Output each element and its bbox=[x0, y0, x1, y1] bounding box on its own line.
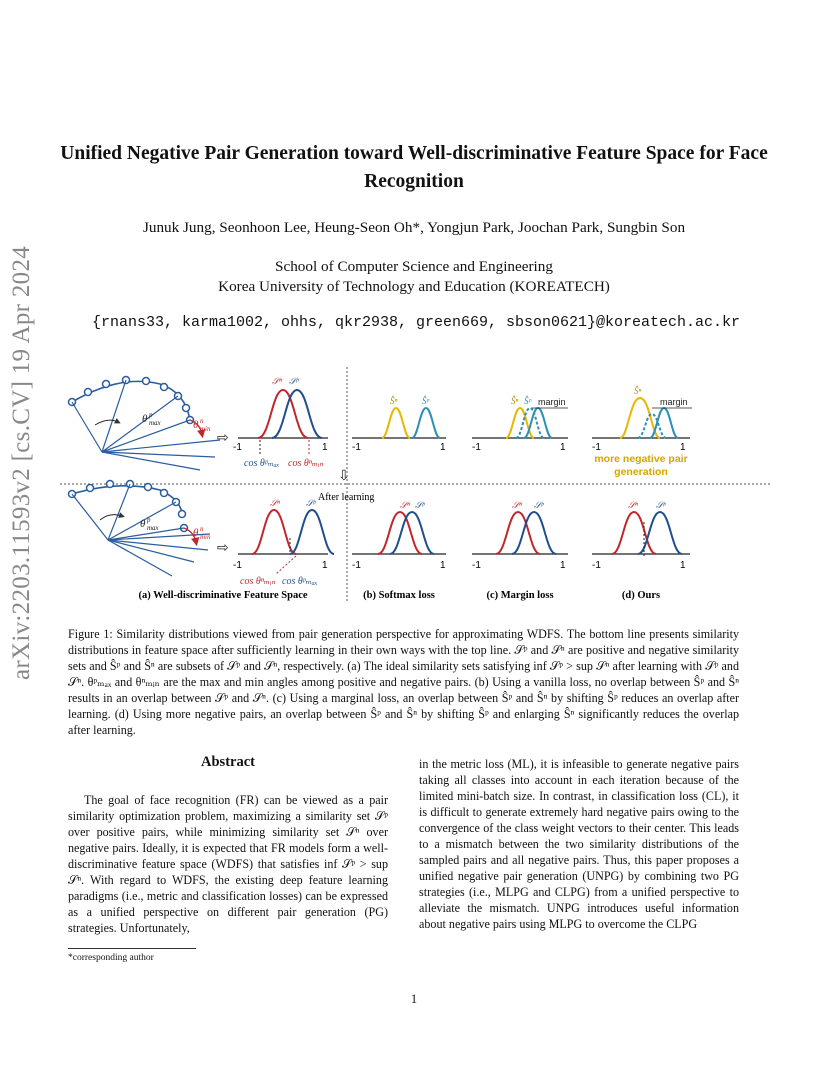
author-list: Junuk Jung, Seonhoon Lee, Heung-Seon Oh*, Yongjun Park, Joochan Park, Sungbin Son bbox=[142, 219, 686, 236]
more-negative-label: generation bbox=[614, 466, 668, 478]
affiliation-line: Korea University of Technology and Education (KOREATECH) bbox=[218, 278, 610, 295]
author-emails: {rnans33, karma1002, ohhs, qkr2938, green669, sbson0621}@koreatech.ac.kr bbox=[91, 314, 741, 331]
svg-text:θ: θ bbox=[142, 413, 148, 425]
svg-text:cos θⁿₘᵢₙ: cos θⁿₘᵢₙ bbox=[240, 576, 276, 587]
svg-text:cos θᵖₘₐₓ: cos θᵖₘₐₓ bbox=[244, 458, 280, 469]
svg-text:Ŝᵖ: Ŝᵖ bbox=[422, 396, 430, 406]
svg-text:𝒮ⁿ: 𝒮ⁿ bbox=[512, 500, 522, 510]
svg-text:𝒮ⁿ: 𝒮ⁿ bbox=[400, 500, 410, 510]
svg-text:𝒮ⁿ: 𝒮ⁿ bbox=[272, 376, 282, 386]
svg-text:1: 1 bbox=[440, 442, 446, 453]
footnote: *corresponding author bbox=[68, 953, 154, 963]
svg-text:θ: θ bbox=[193, 527, 199, 539]
svg-text:p: p bbox=[149, 411, 153, 419]
abstract-heading: Abstract bbox=[201, 754, 255, 770]
svg-text:1: 1 bbox=[322, 560, 328, 571]
svg-text:min: min bbox=[200, 533, 211, 541]
svg-text:-1: -1 bbox=[233, 442, 242, 453]
svg-text:1: 1 bbox=[560, 560, 566, 571]
margin-bottom bbox=[472, 500, 568, 571]
svg-text:min: min bbox=[200, 425, 211, 433]
panel-label: (a) Well-discriminative Feature Space bbox=[138, 590, 308, 601]
figure-caption: Figure 1: Similarity distributions viewed from pair generation perspective for approximating WDFS. The bottom line presents similarity distributions in feature space after sufficiently learning in their own ways with the top line. 𝒮ᵖ and 𝒮ⁿ are positive and negative similarity sets and Ŝᵖ and Ŝⁿ are subsets of 𝒮ᵖ and 𝒮ⁿ, respectively. (a) The ideal similarity sets satisfying inf 𝒮ᵖ > sup 𝒮ⁿ after learning with 𝒮ᵖ and 𝒮ⁿ. θᵖₘₐₓ and θⁿₘᵢₙ are the max and min angles among positive and negative pairs. (b) Using a vanilla loss, no overlap between Ŝᵖ and Ŝⁿ results in an overlap between 𝒮ᵖ and 𝒮ⁿ. (c) Using a marginal loss, an overlap between Ŝᵖ and Ŝⁿ by shifting Ŝᵖ reduces an overlap after learning. (d) Using more negative pairs, an overlap between Ŝᵖ and Ŝⁿ by shifting Ŝᵖ and enlarging Ŝⁿ significantly reduces the overlap after learning. bbox=[68, 627, 739, 737]
margin-label: margin bbox=[538, 397, 566, 407]
after-learning-label: After learning bbox=[318, 492, 375, 503]
svg-text:⇨: ⇨ bbox=[217, 429, 229, 445]
svg-text:cos θᵖₘₐₓ: cos θᵖₘₐₓ bbox=[282, 576, 318, 587]
svg-text:Ŝⁿ: Ŝⁿ bbox=[390, 396, 398, 406]
svg-text:1: 1 bbox=[680, 442, 686, 453]
svg-text:max: max bbox=[147, 524, 159, 532]
page-number: 1 bbox=[410, 992, 418, 1006]
svg-text:𝒮ᵖ: 𝒮ᵖ bbox=[306, 498, 316, 508]
svg-text:max: max bbox=[149, 419, 161, 427]
svg-text:𝒮ᵖ: 𝒮ᵖ bbox=[415, 500, 425, 510]
ideal-distribution-top bbox=[233, 376, 328, 469]
svg-text:𝒮ᵖ: 𝒮ᵖ bbox=[534, 500, 544, 510]
svg-text:-1: -1 bbox=[592, 442, 601, 453]
svg-text:-1: -1 bbox=[233, 560, 242, 571]
svg-text:𝒮ⁿ: 𝒮ⁿ bbox=[270, 498, 280, 508]
svg-text:1: 1 bbox=[680, 560, 686, 571]
margin-label: margin bbox=[660, 397, 688, 407]
svg-text:𝒮ᵖ: 𝒮ᵖ bbox=[289, 376, 299, 386]
svg-text:-1: -1 bbox=[592, 560, 601, 571]
figure-1 bbox=[60, 362, 770, 610]
abstract-text-right: in the metric loss (ML), it is infeasible to generate negative pairs taking all classes into account in each iteration because of the limited mini-batch size. In contrast, in classification loss (CL), it is difficult to generate extremely hard negative pairs owing to the convergence of the class weight vectors to their center. This leads to a mismatch between the two similarity distributions of the sampled pairs and all negative pairs. Thus, this paper proposes a unified negative pair generation (UNPG) by combining two PG strategies (i.e., MLPG and CLPG) from a unified perspective to alleviate the mismatch. UNPG introduces useful information about negative pairs using MLPG to overcome the CLPG bbox=[419, 757, 739, 931]
svg-text:cos θⁿₘᵢₙ: cos θⁿₘᵢₙ bbox=[288, 458, 324, 469]
svg-text:-1: -1 bbox=[352, 442, 361, 453]
svg-text:θ: θ bbox=[193, 419, 199, 431]
svg-text:⇩: ⇩ bbox=[338, 467, 350, 483]
svg-text:⇨: ⇨ bbox=[217, 539, 229, 555]
svg-text:1: 1 bbox=[440, 560, 446, 571]
panel-label: (b) Softmax loss bbox=[363, 590, 435, 601]
svg-text:1: 1 bbox=[322, 442, 328, 453]
affiliation bbox=[60, 257, 768, 297]
abstract-text-left: The goal of face recognition (FR) can be viewed as a pair similarity optimization problem, maximizing a similarity set 𝒮ᵖ over positive pairs, while minimizing similarity set 𝒮ⁿ over negative pairs. Ideally, it is expected that FR models form a well-discriminative feature space (WDFS) that satisfies inf 𝒮ᵖ > sup 𝒮ⁿ. With regard to WDFS, the existing deep feature learning paradigms (i.e., metric and classification losses) can be expressed as a unified perspective on different pair generation (PG) strategies. Unfortunately, bbox=[68, 793, 388, 935]
svg-text:-1: -1 bbox=[352, 560, 361, 571]
svg-text:𝒮ⁿ: 𝒮ⁿ bbox=[628, 500, 638, 510]
ideal-distribution-bottom bbox=[233, 498, 334, 587]
margin-top bbox=[472, 396, 568, 453]
svg-text:p: p bbox=[147, 516, 151, 524]
svg-text:n: n bbox=[200, 417, 204, 425]
feature-space-diagram-top bbox=[69, 377, 229, 471]
ours-top bbox=[592, 386, 692, 478]
more-negative-label: more negative pair bbox=[594, 453, 688, 465]
feature-space-diagram-bottom bbox=[69, 481, 229, 577]
svg-text:n: n bbox=[200, 525, 204, 533]
svg-text:1: 1 bbox=[560, 442, 566, 453]
svg-text:Ŝⁿ: Ŝⁿ bbox=[634, 386, 642, 396]
arxiv-identifier: arXiv:2203.11593v2 [cs.CV] 19 Apr 2024 bbox=[8, 245, 35, 680]
paper-title: Unified Negative Pair Generation toward Well-discriminative Feature Space for Face Recognition bbox=[60, 143, 768, 192]
softmax-bottom bbox=[352, 500, 446, 571]
panel-label: (d) Ours bbox=[621, 590, 661, 601]
svg-text:-1: -1 bbox=[472, 560, 481, 571]
svg-text:-1: -1 bbox=[472, 442, 481, 453]
svg-text:Ŝⁿ: Ŝⁿ bbox=[511, 396, 519, 406]
svg-text:Ŝᵖ: Ŝᵖ bbox=[524, 396, 532, 406]
affiliation-line: School of Computer Science and Engineering bbox=[275, 258, 553, 275]
panel-label: (c) Margin loss bbox=[486, 590, 554, 601]
ours-bottom bbox=[592, 500, 690, 571]
svg-text:𝒮ᵖ: 𝒮ᵖ bbox=[656, 500, 666, 510]
softmax-top bbox=[352, 396, 446, 453]
svg-text:θ: θ bbox=[140, 518, 146, 530]
footnote-rule bbox=[68, 948, 196, 949]
